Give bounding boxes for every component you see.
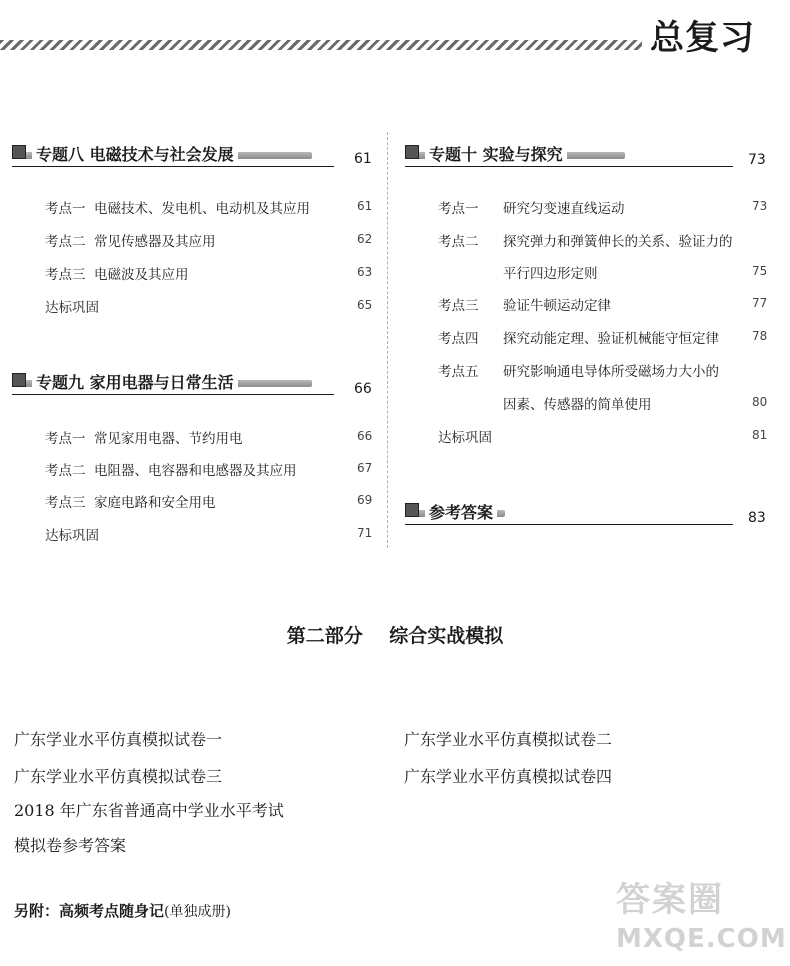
section-title: 专题十 实验与探究: [425, 142, 567, 165]
toc-item-label: 考点四: [438, 331, 479, 347]
toc-item-text: 因素、传感器的简单使用: [503, 397, 652, 413]
watermark-text: 答案圈: [616, 880, 724, 920]
section-rule: [12, 166, 334, 167]
toc-item[interactable]: [438, 197, 768, 217]
toc-item-text: 电阻器、电容器和电感器及其应用: [94, 463, 297, 479]
toc-item-text: 探究动能定理、验证机械能守恒定律: [503, 331, 719, 347]
toc-item[interactable]: [438, 230, 768, 250]
toc-item[interactable]: [45, 427, 375, 447]
toc-item[interactable]: [45, 491, 375, 511]
watermark-logo: [610, 872, 785, 958]
attachment-title: 高频考点随身记: [59, 902, 165, 920]
section-page: 73: [748, 152, 766, 168]
header-hatch-bar: [0, 40, 642, 50]
paper-item[interactable]: 广东学业水平仿真模拟试卷三: [14, 767, 223, 786]
toc-item-page: 65: [357, 298, 373, 312]
toc-item-text: 常见传感器及其应用: [94, 234, 216, 250]
toc-item-page: 62: [357, 232, 373, 246]
toc-item-page: 77: [752, 296, 768, 310]
toc-item-text: 平行四边形定则: [503, 266, 598, 282]
paper-item[interactable]: 广东学业水平仿真模拟试卷一: [14, 730, 223, 749]
toc-item-page: 67: [357, 461, 373, 475]
paper-item[interactable]: 2018 年广东省普通高中学业水平考试: [14, 801, 284, 820]
square-icon: [405, 503, 419, 517]
attachment-note: (单独成册): [164, 904, 231, 920]
toc-item-label: 考点二: [438, 234, 479, 250]
part-two-title: 第二部分 综合实战模拟: [286, 625, 504, 647]
attachment-label: 另附：: [14, 902, 60, 920]
toc-item-text: 研究匀变速直线运动: [503, 201, 625, 217]
toc-item-page: 61: [357, 199, 373, 213]
section-rule: [405, 524, 733, 525]
section-page: 83: [748, 510, 766, 526]
toc-item-label: 考点一: [438, 201, 479, 217]
toc-item-page: 63: [357, 265, 373, 279]
toc-item-label: 考点二: [45, 463, 86, 479]
column-divider: [387, 132, 388, 548]
toc-item[interactable]: [45, 524, 375, 544]
toc-item-page: 75: [752, 264, 768, 278]
toc-item-page: 69: [357, 493, 373, 507]
header-title: 总复习: [650, 18, 755, 58]
toc-item-text: 验证牛顿运动定律: [503, 298, 611, 314]
toc-item-label: 考点五: [438, 364, 479, 380]
toc-item-text: 达标巩固: [438, 430, 492, 446]
paper-item[interactable]: 广东学业水平仿真模拟试卷二: [404, 730, 613, 749]
section-header-topic-10: [405, 140, 775, 172]
section-title: 参考答案: [425, 500, 497, 523]
section-title: 专题八 电磁技术与社会发展: [32, 142, 238, 165]
toc-item-text: 探究弹力和弹簧伸长的关系、验证力的: [503, 234, 733, 250]
toc-item-page: 66: [357, 429, 373, 443]
toc-item[interactable]: [438, 327, 768, 347]
toc-item-label: 考点三: [45, 495, 86, 511]
toc-item[interactable]: [45, 230, 375, 250]
section-rule: [12, 394, 334, 395]
section-header-topic-9: [12, 368, 382, 400]
attachment-line: [14, 900, 231, 921]
toc-item-label: 考点一: [45, 201, 86, 217]
toc-item-text: 电磁技术、发电机、电动机及其应用: [94, 201, 310, 217]
toc-item[interactable]: [45, 197, 375, 217]
toc-item-label: 考点三: [45, 267, 86, 283]
toc-item[interactable]: [45, 459, 375, 479]
toc-item-label: 考点二: [45, 234, 86, 250]
toc-item[interactable]: [438, 360, 768, 380]
section-header-answers: [405, 498, 775, 530]
section-page: 66: [354, 381, 372, 397]
toc-item-text: 达标巩固: [45, 300, 99, 316]
toc-item-text: 研究影响通电导体所受磁场力大小的: [503, 364, 719, 380]
toc-item-page: 81: [752, 428, 768, 442]
toc-item-page: 78: [752, 329, 768, 343]
toc-item[interactable]: [45, 296, 375, 316]
paper-item[interactable]: 广东学业水平仿真模拟试卷四: [404, 767, 613, 786]
toc-item-page: 73: [752, 199, 768, 213]
paper-item[interactable]: 模拟卷参考答案: [14, 836, 127, 855]
toc-item-page: 80: [752, 395, 768, 409]
toc-item-label: 考点一: [45, 431, 86, 447]
toc-item-page: 71: [357, 526, 373, 540]
toc-item[interactable]: [45, 263, 375, 283]
toc-item[interactable]: [438, 294, 768, 314]
square-icon: [12, 145, 26, 159]
square-icon: [405, 145, 419, 159]
toc-item-text: 家庭电路和安全用电: [94, 495, 216, 511]
section-rule: [405, 166, 733, 167]
section-title: 专题九 家用电器与日常生活: [32, 370, 238, 393]
toc-item-label: 考点三: [438, 298, 479, 314]
section-header-topic-8: [12, 140, 382, 172]
section-page: 61: [354, 151, 372, 167]
toc-item-text: 常见家用电器、节约用电: [94, 431, 243, 447]
watermark-url: MXQE.COM: [616, 924, 787, 954]
toc-item[interactable]: [438, 426, 768, 446]
square-icon: [12, 373, 26, 387]
toc-item-text: 达标巩固: [45, 528, 99, 544]
toc-item-text: 电磁波及其应用: [94, 267, 189, 283]
